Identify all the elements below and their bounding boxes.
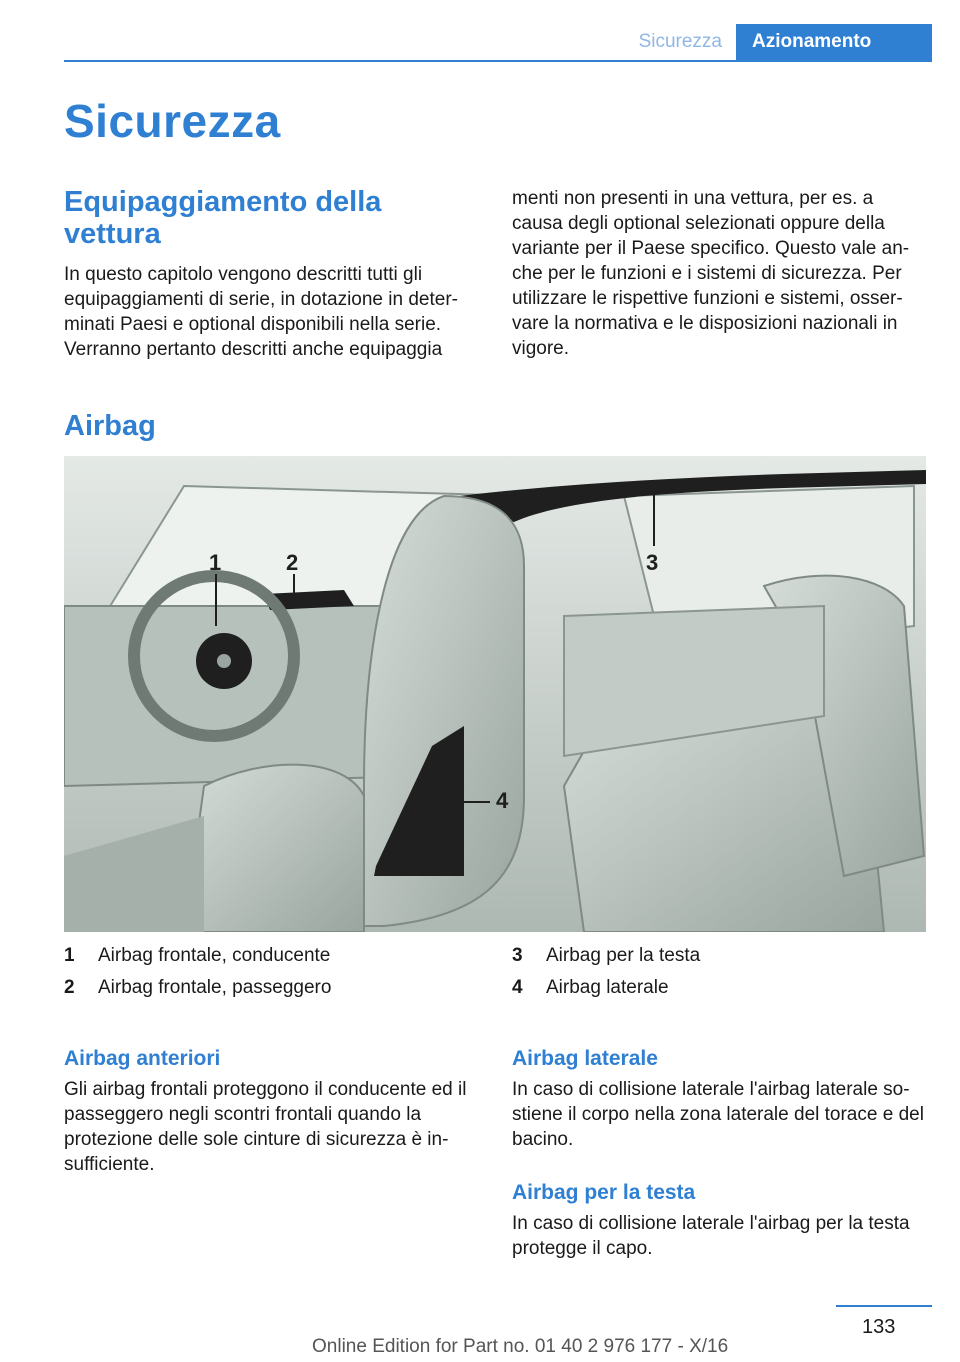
equipment-text-right: menti non presenti in una vettura, per es. a causa degli optional selezionati oppure della variante per il Paese specifico. Questo vale anche per le funzioni e i sistemi di sicurezza. Per utilizzare le rispettive funzioni e sistemi, osservare la normativa e le disposizioni nazionali in vigore. [512, 188, 910, 359]
legend-left [64, 940, 484, 1004]
legend-num: 1 [64, 945, 75, 966]
header-section-tab[interactable]: Sicurezza [638, 31, 722, 52]
callout-1: 1 [209, 550, 222, 575]
heading-head-airbag: Airbag per la testa [512, 1181, 696, 1204]
legend-right [512, 940, 928, 1004]
footer-rule [836, 1305, 932, 1307]
section-heading-equipment: Equipaggiamento della vettura [64, 186, 382, 250]
legend-item [64, 940, 484, 972]
car-interior-illustration [64, 456, 926, 932]
callout-2: 2 [286, 550, 299, 575]
side-airbag-text: In caso di collisione laterale l'airbag laterale sostiene il corpo nella zona laterale del torace e del bacino. [512, 1079, 924, 1150]
legend-label: Airbag frontale, passeggero [98, 977, 332, 998]
header-chapter-tab[interactable]: Azionamento [736, 24, 932, 60]
legend-num: 3 [512, 945, 523, 966]
heading-front-airbags: Airbag anteriori [64, 1047, 221, 1070]
front-airbags-text: Gli airbag frontali proteggono il conducente ed il passeggero negli scontri frontali quando la protezione delle sole cinture di sicurezza è insufficiente. [64, 1079, 467, 1175]
page-number: 133 [862, 1316, 896, 1338]
heading-side-airbag: Airbag laterale [512, 1047, 658, 1070]
legend-label: Airbag laterale [546, 977, 669, 998]
equipment-text-left: In questo capitolo vengono descritti tutti gli equipaggiamenti di serie, in dotazione in determinati Paesi e optional disponibili nella serie. Verranno pertanto descritti anche equipaggia [64, 264, 458, 360]
callout-3: 3 [646, 550, 659, 575]
legend-num: 4 [512, 977, 523, 998]
legend-label: Airbag frontale, conducente [98, 945, 331, 966]
edition-note: Online Edition for Part no. 01 40 2 976 177 - X/16 [312, 1336, 729, 1357]
legend-item [512, 940, 928, 972]
section-heading-airbag: Airbag [64, 410, 156, 442]
legend-num: 2 [64, 977, 75, 998]
head-airbag-text: In caso di collisione laterale l'airbag per la testa protegge il capo. [512, 1213, 910, 1259]
callout-4: 4 [496, 788, 509, 813]
legend-item [512, 972, 928, 1004]
airbag-figure [64, 456, 926, 932]
legend-item [64, 972, 484, 1004]
header-rule [64, 60, 932, 62]
legend-label: Airbag per la testa [546, 945, 701, 966]
page-title: Sicurezza [64, 95, 281, 147]
